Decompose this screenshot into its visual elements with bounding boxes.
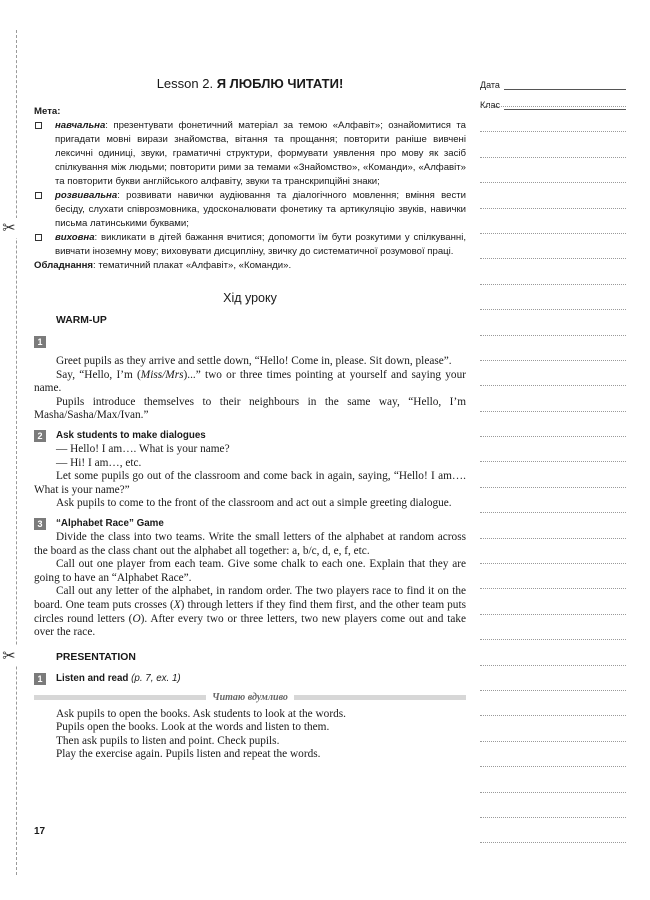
paragraph: Let some pupils go out of the classroom and come back in again, saying, “Hello! I am…. What is your name?”	[34, 470, 466, 496]
presentation-line: Pupils open the books. Look at the words and listen to them.	[56, 721, 330, 734]
banner-bar	[34, 695, 206, 700]
note-line[interactable]	[480, 817, 626, 818]
task-dialogues	[34, 429, 466, 511]
reading-banner	[34, 692, 466, 704]
note-line[interactable]	[480, 208, 626, 209]
date-label: Дата	[480, 80, 500, 90]
note-line[interactable]	[480, 182, 626, 183]
task-title: Listen and read (p. 7, ex. 1)	[56, 673, 181, 685]
note-line[interactable]	[480, 233, 626, 234]
note-line[interactable]	[480, 106, 626, 107]
note-line[interactable]	[480, 284, 626, 285]
note-line[interactable]	[480, 335, 626, 336]
note-line[interactable]	[480, 487, 626, 488]
task-number: 2	[34, 430, 46, 442]
banner-bar	[294, 695, 466, 700]
task-number: 1	[34, 673, 46, 685]
presentation-line: Then ask pupils to listen and point. Check pupils.	[56, 734, 280, 747]
note-line[interactable]	[480, 360, 626, 361]
checkbox-icon	[35, 234, 42, 241]
presentation-line: Ask pupils to open the books. Ask students to look at the words.	[56, 707, 346, 720]
presentation-lines	[34, 708, 466, 762]
date-line[interactable]	[504, 81, 626, 90]
checkbox-icon	[35, 122, 42, 129]
task-title: “Alphabet Race” Game	[56, 518, 164, 530]
task-number: 1	[34, 336, 46, 348]
task-alphabet-race	[34, 517, 466, 640]
lesson-title	[34, 76, 466, 91]
main-content	[34, 72, 466, 762]
paragraph: Call out one player from each team. Give some chalk to each one. Explain that they are going to have an “Alphabet Race”.	[34, 558, 466, 584]
scissors-icon: ✂	[0, 218, 18, 238]
dialogue-line: — Hello! I am…. What is your name?	[56, 442, 230, 455]
equipment-label: Обладнання	[34, 260, 93, 271]
note-line[interactable]	[480, 614, 626, 615]
paragraph: Pupils introduce themselves to their neighbours in the same way, “Hello, I’m Masha/Sasha/Max/Ivan.”	[34, 395, 466, 422]
goal-item	[34, 189, 466, 231]
note-line[interactable]	[480, 563, 626, 564]
note-line[interactable]	[480, 538, 626, 539]
stage-title-presentation: PRESENTATION	[56, 651, 136, 663]
note-line[interactable]	[480, 258, 626, 259]
task-number: 3	[34, 518, 46, 530]
note-line[interactable]	[480, 690, 626, 691]
note-line[interactable]	[480, 309, 626, 310]
note-line[interactable]	[480, 639, 626, 640]
note-line[interactable]	[480, 665, 626, 666]
note-line[interactable]	[480, 741, 626, 742]
goal-text: : розвивати навички аудіювання та діалогічного мовлення; вміння вести бесіду, слухати співрозмовника, удосконалювати фонетику та артикуляцію звуків, навички письма латинськими буквами;	[55, 190, 466, 229]
note-line[interactable]	[480, 411, 626, 412]
note-line[interactable]	[480, 588, 626, 589]
goal-term: навчальна	[55, 120, 106, 131]
checkbox-icon	[35, 192, 42, 199]
note-line[interactable]	[480, 385, 626, 386]
presentation-line: Play the exercise again. Pupils listen and repeat the words.	[56, 748, 321, 761]
paragraph: Say, “Hello, I’m (Miss/Mrs)...” two or three times pointing at yourself and saying your name.	[34, 368, 466, 395]
page-number: 17	[34, 826, 46, 837]
class-label: Клас	[480, 100, 500, 110]
goal-item	[34, 231, 466, 259]
banner-text: Читаю вдумливо	[212, 692, 288, 704]
task-greeting	[34, 335, 466, 423]
goals-label: Мета:	[34, 106, 61, 117]
note-line[interactable]	[480, 715, 626, 716]
lesson-number: Lesson 2.	[156, 76, 214, 91]
goal-text: : презентувати фонетичний матеріал за темою «Алфавіт»; ознайомитися та пригадати мовні вирази знайомства, вітання та прощання; повторити раніше вивчені лексичні одиниці, звуки, граматичні структури, формувати уявлення про мову як засіб спілкування між людьми; повторити рими за темами «Знайомство», «Команди», «Алфавіт» та повторити букви англійського алфавіту, звуки та транскрипційні знаки;	[55, 120, 466, 187]
paragraph: Ask pupils to come to the front of the classroom and act out a simple greeting dialogue.	[56, 497, 452, 510]
paragraph: Greet pupils as they arrive and settle down, “Hello! Come in, please. Sit down, please”.	[56, 355, 452, 367]
cut-line	[16, 30, 17, 875]
notes-lines	[480, 106, 626, 868]
note-line[interactable]	[480, 157, 626, 158]
goal-item	[34, 119, 466, 189]
note-line[interactable]	[480, 766, 626, 767]
note-line[interactable]	[480, 436, 626, 437]
lesson-goals	[34, 105, 466, 273]
equipment-text: : тематичний плакат «Алфавіт», «Команди».	[93, 260, 292, 271]
note-line[interactable]	[480, 131, 626, 132]
date-field[interactable]	[480, 76, 626, 90]
task-listen-read	[34, 672, 466, 762]
paragraph: Divide the class into two teams. Write the small letters of the alphabet at random across the board as the class chant out the alphabet all together: a, b/c, d, e, f, etc.	[34, 530, 466, 557]
note-line[interactable]	[480, 512, 626, 513]
goal-term: виховна	[55, 232, 95, 243]
note-line[interactable]	[480, 792, 626, 793]
note-line[interactable]	[480, 842, 626, 843]
stage-title-warmup: WARM-UP	[56, 315, 107, 326]
paragraph: Call out any letter of the alphabet, in random order. The two players race to find it on the board. One team puts crosses (X) through letters if they find them first, and the other team puts circles round letters (O). After every two or three letters, two new players come out and take over the race.	[34, 585, 467, 639]
lesson-name: Я ЛЮБЛЮ ЧИТАТИ!	[216, 76, 344, 91]
task-title: Ask students to make dialogues	[56, 430, 206, 442]
dialogue-line: — Hi! I am…, etc.	[56, 456, 142, 469]
goal-term: розвивальна	[55, 190, 118, 201]
note-line[interactable]	[480, 461, 626, 462]
equipment	[34, 259, 466, 273]
goal-text: : викликати в дітей бажання вчитися; допомогти їм бути розкутими у спілкуванні, вивчати іноземну мову; виховувати дисципліну, звичку до систематичної розумової праці.	[55, 232, 466, 257]
scissors-icon: ✂	[0, 646, 18, 666]
course-title: Хід уроку	[223, 291, 277, 305]
